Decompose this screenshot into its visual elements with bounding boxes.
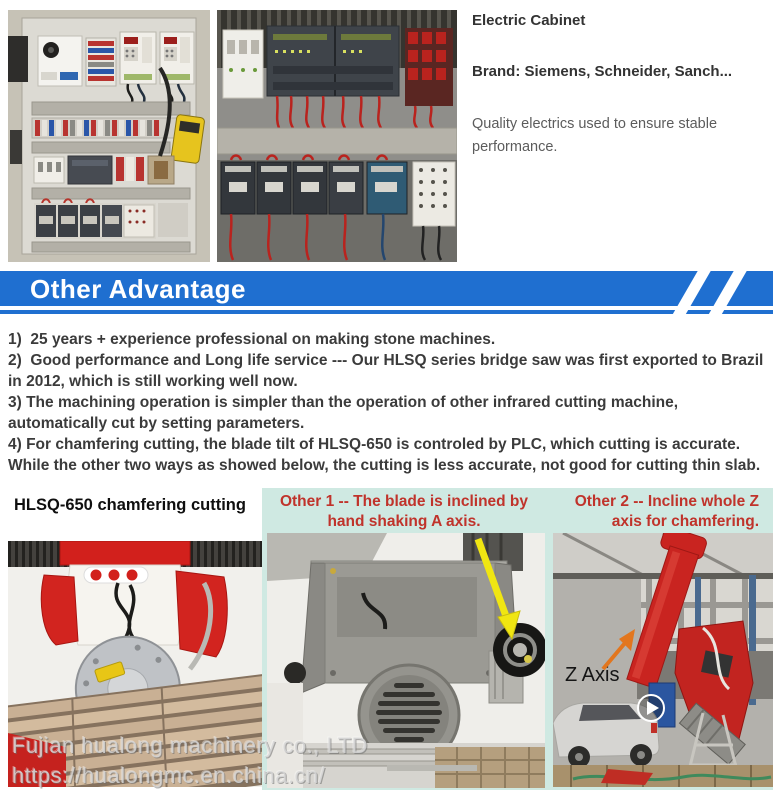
advantages-list (8, 329, 768, 476)
hlsq650-title: HLSQ-650 chamfering cutting (14, 496, 246, 514)
plc-panel-illustration (217, 10, 457, 262)
hand-wheel (493, 623, 545, 677)
advantage-item: 4) For chamfering cutting, the blade tilt of HLSQ-650 is controled by PLC, which cutting is accurate. While the other two ways as showed below, the cutting is less accurate, not good for cutting thin slab. (8, 436, 761, 474)
description-line: Quality electrics used to ensure stable performance. (472, 116, 718, 155)
section-title: Electric Cabinet (472, 12, 586, 29)
inverter-vfd (120, 32, 156, 84)
electric-cabinet-photo (8, 10, 210, 262)
electric-cabinet-illustration (8, 10, 210, 262)
advantage-item: 3) The machining operation is simpler than the operation of other infrared cutting machine, automatically cut by setting parameters. (8, 394, 683, 432)
advantage-item: 2) Good performance and Long life service --- Our HLSQ series bridge saw was first exported to Brazil in 2012, which is still working well now. (8, 352, 768, 390)
plc-panel-photo (217, 10, 457, 262)
electric-cabinet-text (472, 12, 760, 159)
other-advantage-banner (0, 271, 773, 314)
advantage-item: 1) 25 years + experience professional on making stone machines. (8, 331, 496, 348)
watermark-url: https://hualongmc.en.china.cn/ (12, 763, 326, 788)
banner-underline (0, 310, 773, 314)
fan-unit (8, 36, 28, 82)
other1-caption: Other 1 -- The blade is inclined by hand shaking A axis. (279, 493, 529, 530)
contactor-row (221, 162, 407, 214)
z-axis-label: Z Axis (565, 664, 620, 686)
side-knob (284, 662, 306, 684)
watermark-company: Fujian hualong machinery co., LTD (12, 733, 369, 758)
pendant-control (171, 114, 205, 163)
other2-photo (553, 533, 773, 787)
siemens-plc-module (267, 26, 399, 96)
brand-line: Brand: Siemens, Schneider, Sanch... (472, 63, 733, 80)
banner-title: Other Advantage (30, 274, 247, 304)
play-button-icon[interactable] (638, 695, 664, 721)
other2-caption: Other 2 -- Incline whole Z axis for chamfering. (574, 493, 759, 530)
z-axis-illustration (553, 533, 773, 787)
